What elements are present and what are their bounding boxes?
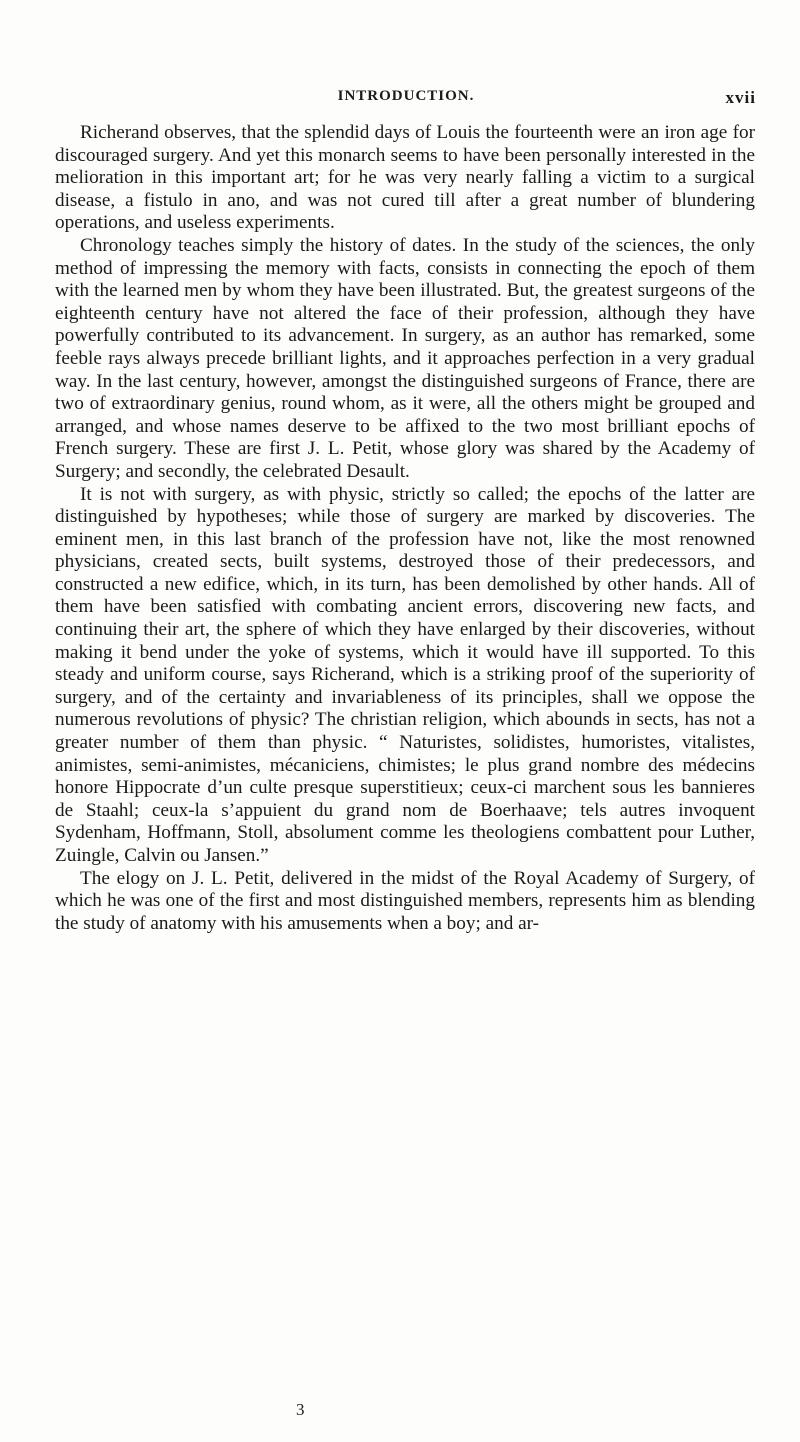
page-number: xvii bbox=[725, 88, 756, 107]
paragraph-chronology: Chronology teaches simply the history of dates. In the study of the sciences, the only method of impressing the memory with facts, consists in connecting the epoch of them with the learned men by whom they have been illustrated. But, the greatest surgeons of the eighteenth century have not altered the face of their profession, although they have powerfully contributed to its advancement. In surgery, as an author has remarked, some feeble rays always precede brilliant lights, and it approaches perfection in a very gradual way. In the last century, however, amongst the distinguished surgeons of France, there are two of extraordinary genius, round whom, as it were, all the others might be grouped and arranged, and whose names deserve to be affixed to the two most brilliant epochs of French surgery. These are first J. L. Petit, whose glory was shared by the Academy of Surgery; and secondly, the celebrated Desault. bbox=[55, 234, 755, 482]
paragraph-surgery-physic: It is not with surgery, as with physic, strictly so called; the epochs of the latter are distinguished by hypotheses; while those of surgery are marked by discoveries. The eminent men, in this last branch of the profession have not, like the most renowned physicians, created sects, built systems, destroyed those of their predecessors, and constructed a new edifice, which, in its turn, has been demolished by other hands. All of them have been satisfied with combating ancient errors, discovering new facts, and continuing their art, the sphere of which they have enlarged by their discoveries, without making it bend under the yoke of systems, which it would have ill supported. To this steady and uniform course, says Richerand, which is a striking proof of the superiority of surgery, and of the certainty and invariableness of its principles, shall we oppose the numerous revolutions of physic? The christian religion, which abounds in sects, has not a greater number of them than physic. “ Naturistes, solidistes, humoristes, vitalistes, animistes, semi-animistes, mécaniciens, chimistes; le plus grand nombre des médecins honore Hippocrate d’un culte presque superstitieux; ceux-ci marchent sous les bannieres de Staahl; ceux-la s’appuient du grand nom de Boerhaave; tels autres invoquent Sydenham, Hoffmann, Stoll, absolument comme les theologiens combattent pour Luther, Zuingle, Calvin ou Jansen.” bbox=[55, 483, 755, 866]
signature-mark: 3 bbox=[296, 1400, 305, 1419]
paragraph-elogy: The elogy on J. L. Petit, delivered in the midst of the Royal Academy of Surgery, of which he was one of the first and most distinguished members, represents him as blending the study of anatomy with his amusements when a boy; and ar- bbox=[55, 867, 755, 934]
body-text bbox=[55, 122, 755, 935]
paragraph-richerand: Richerand observes, that the splendid days of Louis the fourteenth were an iron age for discouraged surgery. And yet this monarch seems to have been personally interested in the melioration in this important art; for he was very nearly falling a victim to a surgical disease, a fistulo in ano, and was not cured till after a great number of blundering operations, and useless experiments. bbox=[55, 122, 755, 234]
running-title: INTRODUCTION. bbox=[337, 88, 475, 104]
running-head bbox=[56, 88, 756, 110]
